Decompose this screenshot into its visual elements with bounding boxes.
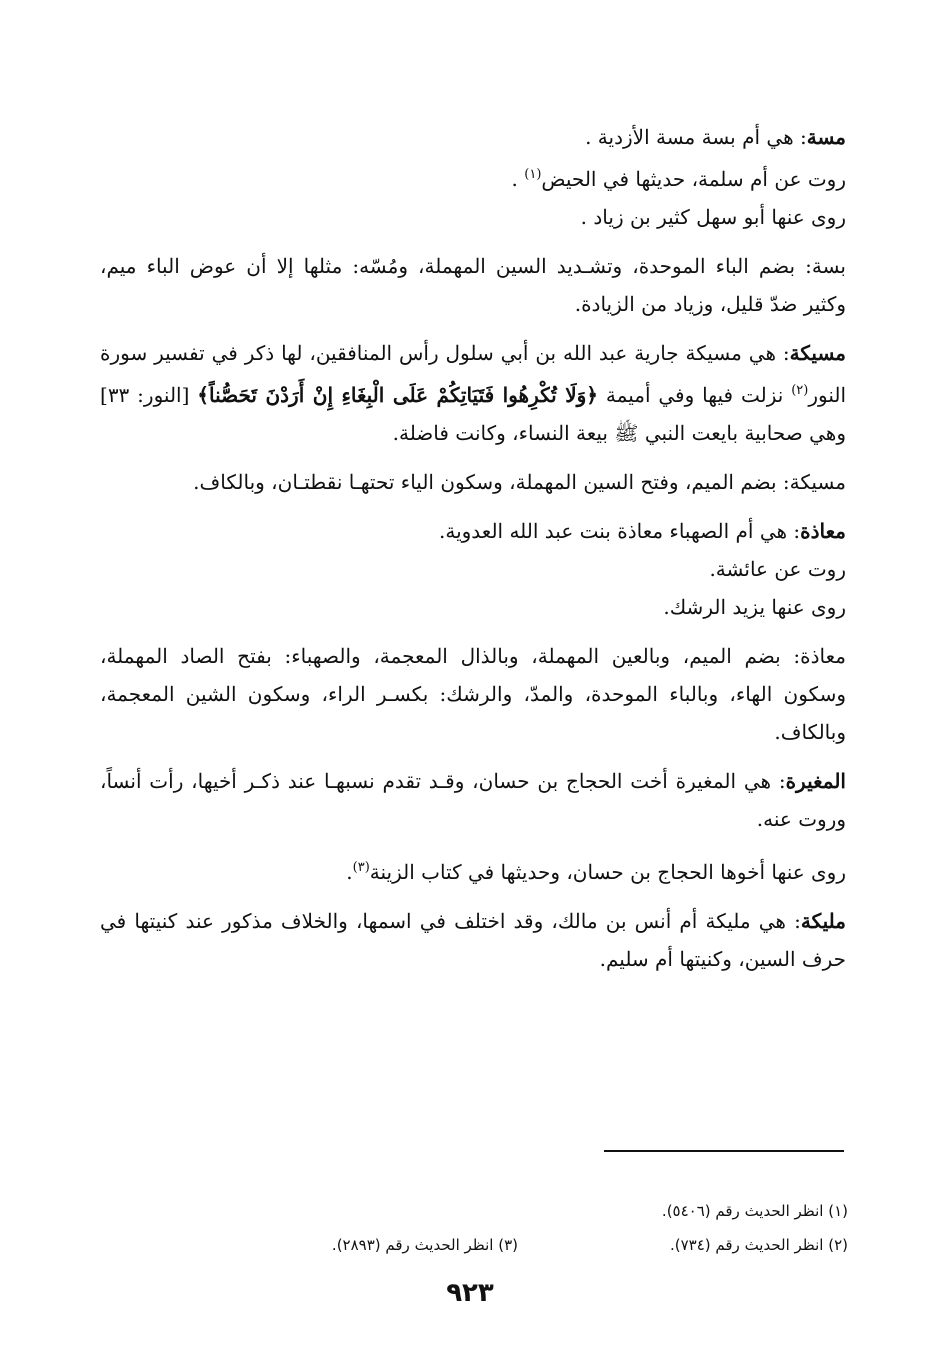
page-number: ٩٢٣: [446, 1278, 494, 1308]
narration-text: روت عن أم سلمة، حديثها في الحيض: [541, 167, 846, 191]
page-body: [100, 118, 846, 978]
footnote-divider: [604, 1150, 844, 1152]
entry-text: [النور: ٣٣] وهي صحابية بايعت النبي ﷺ بيعة النساء، وكانت فاضلة.: [100, 383, 846, 445]
footnote-1: (١) انظر الحديث رقم (٥٤٠٦).: [661, 1202, 848, 1220]
entry-line: [100, 118, 846, 156]
footnote-2: (٢) انظر الحديث رقم (٧٣٤).: [669, 1236, 848, 1254]
entry-text: : هي أم الصهباء معاذة بنت عبد الله العدوية.: [439, 519, 801, 543]
narration-tail: .: [346, 860, 353, 884]
entry-name: مسة: [806, 125, 846, 149]
entry-line: [100, 512, 846, 550]
entry-muadha: [100, 512, 846, 626]
note-bassa: بسة: بضم الباء الموحدة، وتشـديد السين المهملة، ومُسّه: مثلها إلا أن عوض الباء ميم، وكثير ضدّ قليل، وزياد من الزيادة.: [100, 254, 846, 316]
footnote-ref: (٢): [791, 383, 809, 398]
entry-musayka: [100, 334, 846, 452]
narration-line: روت عن عائشة.: [709, 557, 846, 581]
entry-text: نزلت فيها وفي أميمة: [598, 383, 792, 407]
narration-text: روى عنها أخوها الحجاج بن حسان، وحديثها في كتاب الزينة: [369, 860, 846, 884]
entry-mughira: [100, 762, 846, 838]
footnotes: [188, 1194, 848, 1262]
footnote-row: [188, 1194, 848, 1228]
narration-line: [100, 156, 846, 198]
note-musayka: مسيكة: بضم الميم، وفتح السين المهملة، وسكون الياء تحتهـا نقطتـان، وبالكاف.: [193, 470, 846, 494]
entry-mulayka: [100, 902, 846, 978]
entry-text: : هي المغيرة أخت الحجاج بن حسان، وقـد تقدم نسبهـا عند ذكـر أخيها، رأت أنساً، وروت عنه.: [100, 769, 846, 831]
entry-text: : هي مليكة أم أنس بن مالك، وقد اختلف في اسمها، والخلاف مذكور عند كنيتها في حرف السين، وكنيتها أم سليم.: [100, 909, 846, 971]
narration-line: روى عنها أبو سهل كثير بن زياد .: [580, 205, 846, 229]
narration-mughira: [100, 849, 846, 891]
entry-name: المغيرة: [785, 769, 846, 793]
entry-name: مسيكة: [789, 341, 846, 365]
quran-verse: ﴿وَلَا تُكْرِهُوا فَتَيَاتِكُمْ عَلَى الْبِغَاءِ إِنْ أَرَدْنَ تَحَصُّناً﴾: [197, 383, 599, 407]
entry-name: مليكة: [800, 909, 846, 933]
note-muadha: معاذة: بضم الميم، وبالعين المهملة، وبالذال المعجمة، والصهباء: بفتح الصاد المهملة، وسكون الهاء، وبالباء الموحدة، والمدّ، والرشك: بكسـر الراء، وسكون الشين المعجمة، وبالكاف.: [100, 644, 846, 744]
entry-name: معاذة: [800, 519, 846, 543]
footnote-row: [188, 1228, 848, 1262]
entry-text: : هي أم بسة مسة الأزدية .: [585, 125, 807, 149]
entry-massa: [100, 118, 846, 236]
narration-line: روى عنها يزيد الرشك.: [663, 595, 846, 619]
entry-text: : هي مسيكة جارية عبد الله بن أبي سلول رأس المنافقين، لها ذكر في تفسير سورة النور: [100, 341, 847, 407]
narration-tail: .: [511, 167, 525, 191]
footnote-ref: (٣): [352, 860, 370, 875]
footnote-3: (٣) انظر الحديث رقم (٢٨٩٣).: [331, 1236, 518, 1254]
footnote-ref: (١): [524, 167, 542, 182]
